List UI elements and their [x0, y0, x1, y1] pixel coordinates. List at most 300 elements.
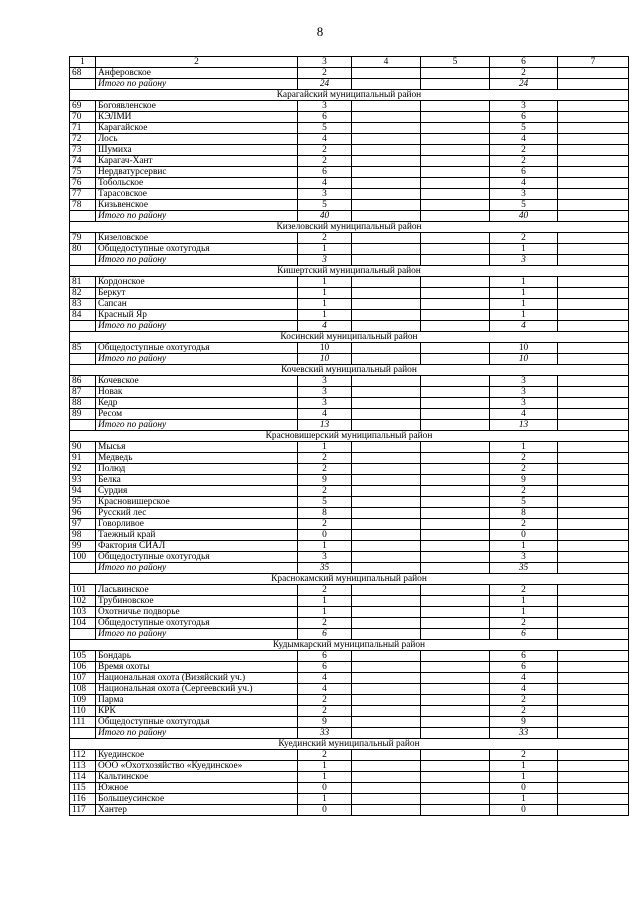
district-total-row [70, 79, 629, 90]
table-row [70, 310, 629, 321]
empty-col4 [352, 145, 421, 156]
quota-col3: 6 [298, 112, 352, 123]
hunting-ground-name: Полюд [96, 464, 298, 475]
row-number: 108 [70, 684, 96, 695]
col-header-4: 4 [352, 57, 421, 68]
quota-col3: 5 [298, 497, 352, 508]
empty-col4 [352, 717, 421, 728]
empty-col7 [558, 376, 629, 387]
row-number: 69 [70, 101, 96, 112]
total-col6: 24 [490, 79, 558, 90]
empty-col7 [558, 398, 629, 409]
quota-col6: 2 [490, 156, 558, 167]
hunting-ground-name: Большеусинское [96, 794, 298, 805]
empty-col7 [558, 420, 629, 431]
total-label: Итого по району [96, 211, 298, 222]
empty-col7 [558, 156, 629, 167]
row-number: 76 [70, 178, 96, 189]
hunting-ground-name: Общедоступные охотугодья [96, 618, 298, 629]
district-name: Кудымкарский муниципальный район [70, 640, 629, 651]
hunting-ground-name: Ресом [96, 409, 298, 420]
row-number: 112 [70, 750, 96, 761]
table-row [70, 101, 629, 112]
empty-col4 [352, 706, 421, 717]
empty-col7 [558, 673, 629, 684]
table-row [70, 761, 629, 772]
total-col3: 33 [298, 728, 352, 739]
quota-col3: 0 [298, 805, 352, 816]
quota-col6: 2 [490, 585, 558, 596]
empty-col5 [421, 134, 490, 145]
table-row [70, 134, 629, 145]
empty-col4 [352, 409, 421, 420]
empty-col4 [352, 354, 421, 365]
hunting-ground-name: Белка [96, 475, 298, 486]
empty-col7 [558, 68, 629, 79]
hunting-ground-name: Медведь [96, 453, 298, 464]
row-number: 105 [70, 651, 96, 662]
hunting-ground-name: Фактория СИАЛ [96, 541, 298, 552]
empty-col7 [558, 662, 629, 673]
empty-col5 [421, 618, 490, 629]
quota-col3: 4 [298, 673, 352, 684]
table-row [70, 508, 629, 519]
table-row [70, 717, 629, 728]
total-col6: 3 [490, 255, 558, 266]
empty-col4 [352, 420, 421, 431]
quota-col6: 4 [490, 409, 558, 420]
row-number-cell [70, 321, 96, 332]
district-total-row [70, 728, 629, 739]
empty-col5 [421, 255, 490, 266]
hunting-ground-name: Общедоступные охотугодья [96, 552, 298, 563]
district-total-row [70, 354, 629, 365]
quota-col3: 1 [298, 772, 352, 783]
quota-col3: 6 [298, 651, 352, 662]
hunting-ground-name: Карагайское [96, 123, 298, 134]
empty-col5 [421, 277, 490, 288]
empty-col5 [421, 552, 490, 563]
row-number-cell [70, 79, 96, 90]
district-total-row [70, 211, 629, 222]
empty-col5 [421, 409, 490, 420]
row-number: 82 [70, 288, 96, 299]
empty-col7 [558, 706, 629, 717]
empty-col4 [352, 321, 421, 332]
empty-col5 [421, 453, 490, 464]
empty-col5 [421, 783, 490, 794]
row-number: 90 [70, 442, 96, 453]
hunting-ground-name: Кизьвенское [96, 200, 298, 211]
table-row [70, 475, 629, 486]
col-header-1: 1 [70, 57, 96, 68]
total-label: Итого по району [96, 728, 298, 739]
table-row [70, 464, 629, 475]
table-row [70, 343, 629, 354]
quota-col6: 8 [490, 508, 558, 519]
empty-col7 [558, 442, 629, 453]
table-row [70, 442, 629, 453]
empty-col5 [421, 189, 490, 200]
empty-col4 [352, 629, 421, 640]
quota-col3: 9 [298, 475, 352, 486]
empty-col7 [558, 145, 629, 156]
quota-col6: 2 [490, 145, 558, 156]
hunting-ground-name: Нердватурсервис [96, 167, 298, 178]
empty-col5 [421, 233, 490, 244]
empty-col5 [421, 442, 490, 453]
table-row [70, 750, 629, 761]
district-total-row [70, 563, 629, 574]
empty-col4 [352, 497, 421, 508]
row-number: 72 [70, 134, 96, 145]
quota-col6: 2 [490, 233, 558, 244]
empty-col5 [421, 321, 490, 332]
row-number: 94 [70, 486, 96, 497]
empty-col4 [352, 530, 421, 541]
table-row [70, 497, 629, 508]
table-row [70, 277, 629, 288]
district-section-row [70, 640, 629, 651]
quota-col3: 3 [298, 189, 352, 200]
table-row [70, 519, 629, 530]
quota-col6: 1 [490, 761, 558, 772]
empty-col4 [352, 200, 421, 211]
district-name: Краснокамский муниципальный район [70, 574, 629, 585]
empty-col7 [558, 79, 629, 90]
empty-col5 [421, 354, 490, 365]
empty-col5 [421, 750, 490, 761]
table-row [70, 409, 629, 420]
row-number: 68 [70, 68, 96, 79]
total-label: Итого по району [96, 79, 298, 90]
total-col6: 40 [490, 211, 558, 222]
table-row [70, 167, 629, 178]
row-number: 113 [70, 761, 96, 772]
district-total-row [70, 420, 629, 431]
table-row [70, 189, 629, 200]
row-number: 101 [70, 585, 96, 596]
table-row [70, 596, 629, 607]
quota-col6: 1 [490, 607, 558, 618]
empty-col7 [558, 629, 629, 640]
empty-col4 [352, 398, 421, 409]
row-number-cell [70, 629, 96, 640]
page-number: 8 [316, 24, 324, 39]
row-number: 102 [70, 596, 96, 607]
empty-col5 [421, 684, 490, 695]
row-number: 71 [70, 123, 96, 134]
empty-col4 [352, 695, 421, 706]
total-label: Итого по району [96, 354, 298, 365]
row-number: 89 [70, 409, 96, 420]
quota-col6: 3 [490, 398, 558, 409]
quota-col6: 2 [490, 695, 558, 706]
row-number: 86 [70, 376, 96, 387]
district-name: Косинский муниципальный район [70, 332, 629, 343]
hunting-ground-name: Время охоты [96, 662, 298, 673]
hunting-ground-name: Беркут [96, 288, 298, 299]
quota-col6: 4 [490, 134, 558, 145]
quota-col6: 2 [490, 519, 558, 530]
hunting-ground-name: Карагач-Хант [96, 156, 298, 167]
quota-col6: 4 [490, 684, 558, 695]
quota-col3: 2 [298, 695, 352, 706]
quota-col6: 1 [490, 596, 558, 607]
quota-col3: 2 [298, 464, 352, 475]
quota-col6: 3 [490, 387, 558, 398]
empty-col4 [352, 750, 421, 761]
total-col6: 13 [490, 420, 558, 431]
quota-col3: 5 [298, 200, 352, 211]
empty-col4 [352, 68, 421, 79]
quota-col3: 1 [298, 277, 352, 288]
table-row [70, 783, 629, 794]
empty-col4 [352, 585, 421, 596]
hunting-ground-name: Богоявленское [96, 101, 298, 112]
table-row [70, 772, 629, 783]
empty-col4 [352, 255, 421, 266]
hunting-ground-name: Сапсан [96, 299, 298, 310]
quota-col3: 3 [298, 376, 352, 387]
district-total-row [70, 321, 629, 332]
empty-col4 [352, 310, 421, 321]
table-row [70, 112, 629, 123]
district-section-row [70, 739, 629, 750]
quota-col6: 1 [490, 310, 558, 321]
hunting-ground-name: Сурдия [96, 486, 298, 497]
district-name: Красновишерский муниципальный район [70, 431, 629, 442]
table-row [70, 607, 629, 618]
row-number: 98 [70, 530, 96, 541]
row-number: 84 [70, 310, 96, 321]
row-number: 99 [70, 541, 96, 552]
empty-col4 [352, 508, 421, 519]
table-row [70, 695, 629, 706]
quota-col6: 0 [490, 530, 558, 541]
empty-col4 [352, 794, 421, 805]
quota-col6: 1 [490, 288, 558, 299]
row-number-cell [70, 354, 96, 365]
table-row [70, 794, 629, 805]
empty-col7 [558, 387, 629, 398]
quota-col6: 3 [490, 101, 558, 112]
empty-col7 [558, 497, 629, 508]
hunting-ground-name: Общедоступные охотугодья [96, 244, 298, 255]
table-row [70, 288, 629, 299]
table-row [70, 805, 629, 816]
quota-col6: 2 [490, 618, 558, 629]
empty-col4 [352, 167, 421, 178]
district-section-row [70, 266, 629, 277]
empty-col4 [352, 299, 421, 310]
quota-col3: 1 [298, 442, 352, 453]
quota-col6: 10 [490, 343, 558, 354]
empty-col7 [558, 563, 629, 574]
quota-col3: 6 [298, 662, 352, 673]
hunting-ground-name: Национальная охота (Сергеевский уч.) [96, 684, 298, 695]
district-name: Кизеловский муниципальный район [70, 222, 629, 233]
col-header-6: 6 [490, 57, 558, 68]
hunting-ground-name: Говорливое [96, 519, 298, 530]
hunting-ground-name: Мысья [96, 442, 298, 453]
table-row [70, 618, 629, 629]
empty-col7 [558, 354, 629, 365]
quota-col6: 3 [490, 189, 558, 200]
quota-col6: 1 [490, 244, 558, 255]
total-col6: 33 [490, 728, 558, 739]
quota-col3: 1 [298, 288, 352, 299]
empty-col4 [352, 464, 421, 475]
empty-col5 [421, 398, 490, 409]
empty-col7 [558, 552, 629, 563]
empty-col5 [421, 156, 490, 167]
hunting-ground-name: Южное [96, 783, 298, 794]
empty-col7 [558, 541, 629, 552]
empty-col5 [421, 387, 490, 398]
quota-col6: 5 [490, 123, 558, 134]
empty-col4 [352, 178, 421, 189]
quota-col6: 1 [490, 299, 558, 310]
empty-col7 [558, 750, 629, 761]
empty-col4 [352, 101, 421, 112]
quota-col3: 4 [298, 409, 352, 420]
hunting-ground-name: Кизеловское [96, 233, 298, 244]
empty-col4 [352, 673, 421, 684]
quota-col3: 3 [298, 552, 352, 563]
empty-col7 [558, 618, 629, 629]
quota-col3: 1 [298, 761, 352, 772]
hunting-ground-name: Красный Яр [96, 310, 298, 321]
hunting-ground-name: Анферовское [96, 68, 298, 79]
hunting-ground-name: Кордонское [96, 277, 298, 288]
quota-col3: 1 [298, 244, 352, 255]
quota-col6: 0 [490, 783, 558, 794]
empty-col4 [352, 618, 421, 629]
hunting-ground-name: Русский лес [96, 508, 298, 519]
table-row [70, 684, 629, 695]
row-number: 104 [70, 618, 96, 629]
empty-col5 [421, 343, 490, 354]
row-number: 73 [70, 145, 96, 156]
row-number: 74 [70, 156, 96, 167]
row-number: 87 [70, 387, 96, 398]
hunting-ground-name: Ласьвинское [96, 585, 298, 596]
empty-col7 [558, 695, 629, 706]
table-row [70, 123, 629, 134]
empty-col7 [558, 585, 629, 596]
hunting-ground-name: Трубиновское [96, 596, 298, 607]
empty-col5 [421, 717, 490, 728]
quota-col3: 2 [298, 750, 352, 761]
empty-col7 [558, 288, 629, 299]
empty-col5 [421, 508, 490, 519]
row-number: 114 [70, 772, 96, 783]
hunting-ground-name: Таежный край [96, 530, 298, 541]
table-row [70, 233, 629, 244]
empty-col7 [558, 717, 629, 728]
hunting-ground-name: Кальтинское [96, 772, 298, 783]
empty-col7 [558, 508, 629, 519]
hunting-ground-name: КРК [96, 706, 298, 717]
empty-col5 [421, 376, 490, 387]
row-number: 83 [70, 299, 96, 310]
quota-col6: 3 [490, 376, 558, 387]
empty-col7 [558, 123, 629, 134]
quota-col6: 1 [490, 442, 558, 453]
empty-col5 [421, 596, 490, 607]
empty-col7 [558, 310, 629, 321]
table-row [70, 387, 629, 398]
quota-col3: 2 [298, 145, 352, 156]
empty-col5 [421, 200, 490, 211]
quota-col6: 5 [490, 497, 558, 508]
empty-col7 [558, 233, 629, 244]
row-number: 81 [70, 277, 96, 288]
empty-col7 [558, 596, 629, 607]
empty-col7 [558, 299, 629, 310]
row-number: 77 [70, 189, 96, 200]
quota-col3: 0 [298, 783, 352, 794]
empty-col4 [352, 761, 421, 772]
total-col3: 10 [298, 354, 352, 365]
col-header-7: 7 [558, 57, 629, 68]
total-col6: 35 [490, 563, 558, 574]
row-number: 110 [70, 706, 96, 717]
empty-col4 [352, 387, 421, 398]
empty-col5 [421, 805, 490, 816]
hunting-ground-name: Лось [96, 134, 298, 145]
total-col3: 24 [298, 79, 352, 90]
hunting-ground-name: Хантер [96, 805, 298, 816]
quota-col6: 4 [490, 178, 558, 189]
quota-col3: 1 [298, 541, 352, 552]
table-row [70, 145, 629, 156]
empty-col4 [352, 123, 421, 134]
empty-col5 [421, 310, 490, 321]
quota-col6: 3 [490, 552, 558, 563]
quota-col3: 2 [298, 233, 352, 244]
total-col3: 6 [298, 629, 352, 640]
empty-col5 [421, 145, 490, 156]
quota-col3: 3 [298, 398, 352, 409]
table-row [70, 376, 629, 387]
empty-col5 [421, 728, 490, 739]
table-row [70, 673, 629, 684]
empty-col5 [421, 112, 490, 123]
quota-col6: 2 [490, 750, 558, 761]
col-header-3: 3 [298, 57, 352, 68]
hunting-ground-name: Шумиха [96, 145, 298, 156]
row-number: 75 [70, 167, 96, 178]
hunting-ground-name: Общедоступные охотугодья [96, 343, 298, 354]
empty-col7 [558, 178, 629, 189]
empty-col5 [421, 706, 490, 717]
hunting-quota-table [69, 56, 629, 816]
empty-col4 [352, 244, 421, 255]
quota-col6: 9 [490, 475, 558, 486]
district-section-row [70, 90, 629, 101]
district-name: Кишертский муниципальный район [70, 266, 629, 277]
quota-col3: 10 [298, 343, 352, 354]
quota-col3: 2 [298, 585, 352, 596]
quota-col3: 1 [298, 794, 352, 805]
empty-col4 [352, 541, 421, 552]
quota-col3: 4 [298, 684, 352, 695]
empty-col5 [421, 794, 490, 805]
empty-col5 [421, 629, 490, 640]
district-section-row [70, 574, 629, 585]
